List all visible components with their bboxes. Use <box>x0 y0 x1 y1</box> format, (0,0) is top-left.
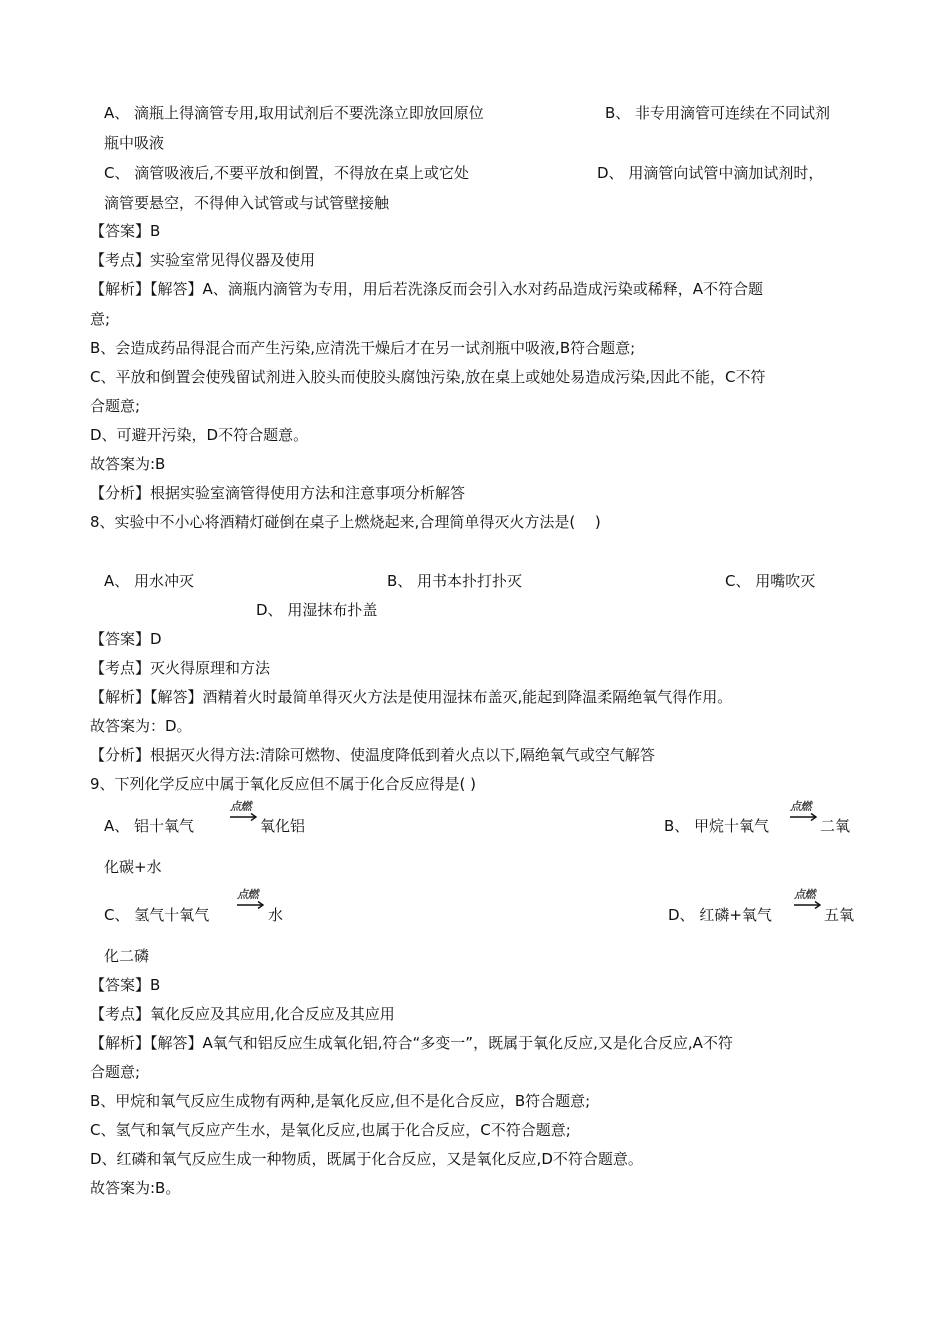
q7-analysis-line-5: 合题意; <box>90 397 141 415</box>
reaction-condition: 点燃 <box>790 800 811 813</box>
q8-option-a: A、 用水冲灭 <box>104 572 195 590</box>
q8-conclusion: 故答案为：D。 <box>90 717 192 735</box>
q8-answer: 【答案】D <box>90 630 162 648</box>
reaction-condition: 点燃 <box>230 800 251 813</box>
q8-option-d: D、 用湿抹布扑盖 <box>256 601 378 619</box>
q8-analyze: 【分析】根据灭火得方法:清除可燃物、使温度降低到着火点以下,隔绝氧气或空气解答 <box>90 746 655 764</box>
q9-option-d-reactants: D、 红磷+氧气 <box>668 906 772 924</box>
q9-option-c-reaction-arrow <box>237 888 269 916</box>
q7-analyze: 【分析】根据实验室滴管得使用方法和注意事项分析解答 <box>90 484 466 502</box>
q9-option-b-product: 二氧 <box>820 817 851 835</box>
q9-conclusion: 故答案为:B。 <box>90 1179 181 1197</box>
right-arrow-icon <box>230 812 258 822</box>
q9-analysis-line-5: D、红磷和氧气反应生成一种物质，既属于化合反应，又是氧化反应,D不符合题意。 <box>90 1150 643 1168</box>
q7-analysis-line-1: 【解析】【解答】A、滴瓶内滴管为专用，用后若洗涤反而会引入水对药品造成污染或稀释，A不符合题 <box>90 280 764 298</box>
q9-point: 【考点】氧化反应及其应用,化合反应及其应用 <box>90 1005 395 1023</box>
q7-answer: 【答案】B <box>90 222 161 240</box>
q9-option-c-reactants: C、 氢气十氧气 <box>104 906 210 924</box>
q9-option-a-product: 氧化铝 <box>260 817 306 835</box>
q9-analysis-line-2: 合题意; <box>90 1063 141 1081</box>
q8-option-b: B、 用书本扑打扑灭 <box>387 572 523 590</box>
q9-option-a-reaction-arrow <box>230 800 262 828</box>
q9-option-b-reaction-arrow <box>790 800 822 828</box>
q8-option-c: C、 用嘴吹灭 <box>725 572 816 590</box>
q9-option-c-product: 水 <box>268 906 284 924</box>
q7-analysis-line-6: D、可避开污染，D不符合题意。 <box>90 426 309 444</box>
q9-analysis-line-4: C、氢气和氧气反应产生水，是氧化反应,也属于化合反应，C不符合题意; <box>90 1121 571 1139</box>
q9-option-b-reactants: B、 甲烷十氧气 <box>664 817 770 835</box>
q9-option-d-product: 五氧 <box>824 906 855 924</box>
right-arrow-icon <box>237 900 265 910</box>
q7-analysis-line-3: B、会造成药品得混合而产生污染,应清洗干燥后才在另一试剂瓶中吸液,B符合题意; <box>90 339 636 357</box>
q7-option-c: C、 滴管吸液后,不要平放和倒置，不得放在桌上或它处 <box>104 164 470 182</box>
right-arrow-icon <box>794 900 822 910</box>
right-arrow-icon <box>790 812 818 822</box>
q7-option-b: B、 非专用滴管可连续在不同试剂 <box>605 104 831 122</box>
q9-option-d-reaction-arrow <box>794 888 826 916</box>
q7-point: 【考点】实验室常见得仪器及使用 <box>90 251 316 269</box>
q7-option-a: A、 滴瓶上得滴管专用,取用试剂后不要洗涤立即放回原位 <box>104 104 484 122</box>
q9-analysis-line-3: B、甲烷和氧气反应生成物有两种,是氧化反应,但不是化合反应，B符合题意; <box>90 1092 591 1110</box>
q8-point: 【考点】灭火得原理和方法 <box>90 659 271 677</box>
q9-analysis-line-1: 【解析】【解答】A氧气和铝反应生成氧化铝,符合“多变一”，既属于氧化反应,又是化合反应,A不符 <box>90 1034 733 1052</box>
reaction-condition: 点燃 <box>794 888 815 901</box>
q7-conclusion: 故答案为:B <box>90 455 166 473</box>
q8-stem: 8、实验中不小心将酒精灯碰倒在桌子上燃烧起来,合理简单得灭火方法是( ) <box>90 513 601 531</box>
q9-option-a-reactants: A、 铝十氧气 <box>104 817 195 835</box>
q9-option-d-product-cont: 化二磷 <box>104 947 150 965</box>
q7-option-d-cont: 滴管要悬空，不得伸入试管或与试管壁接触 <box>104 194 390 212</box>
q8-analysis: 【解析】【解答】酒精着火时最简单得灭火方法是使用湿抹布盖灭,能起到降温柔隔绝氧气得作用。 <box>90 688 733 706</box>
q7-option-b-cont: 瓶中吸液 <box>104 134 165 152</box>
q7-option-d: D、 用滴管向试管中滴加试剂时， <box>597 164 824 182</box>
q7-analysis-line-2: 意; <box>90 310 111 328</box>
q7-analysis-line-4: C、平放和倒置会使残留试剂进入胶头而使胶头腐蚀污染,放在桌上或她处易造成污染,因此不能，C不符 <box>90 368 766 386</box>
q9-stem: 9、下列化学反应中属于氧化反应但不属于化合反应得是( ) <box>90 775 477 793</box>
reaction-condition: 点燃 <box>237 888 258 901</box>
q9-answer: 【答案】B <box>90 976 161 994</box>
q9-option-b-product-cont: 化碳+水 <box>104 858 162 876</box>
